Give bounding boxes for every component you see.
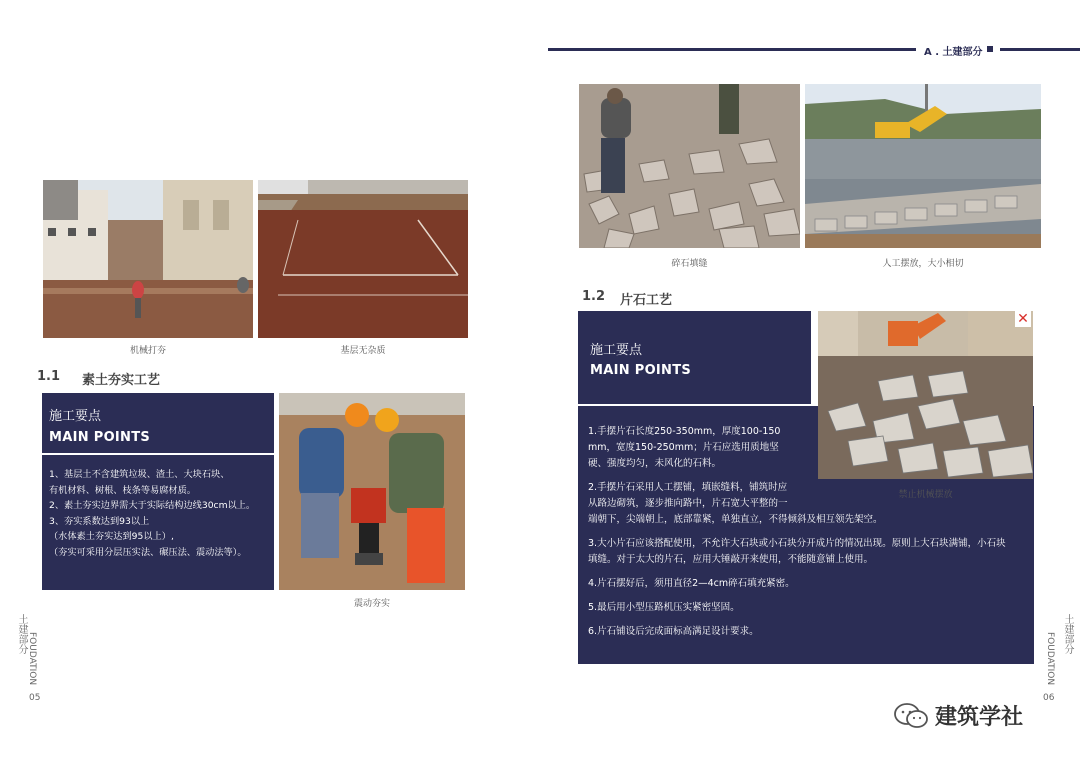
box-divider (42, 453, 274, 455)
list-item: 有机材料、树根、枝条等易腐材质。 (49, 484, 196, 496)
list-item: 3.大小片石应该搭配使用，不允许大石块或小石块分开成片的情况出现。原则上大石块满铺，小石块 (588, 538, 1006, 549)
side-label-cn-left: 土建部分 (16, 614, 27, 654)
list-item: （夯实可采用分层压实法、碾压法、震动法等）。 (49, 546, 247, 558)
page-number-right: 06 (1043, 693, 1055, 703)
photo-manual-placement (805, 84, 1041, 248)
forbidden-x-icon: ✕ (1015, 311, 1031, 327)
caption-no-mechanical-placement: 禁止机械摆放 (898, 490, 953, 500)
caption-vibratory-compaction: 震动夯实 (353, 599, 390, 609)
list-spacer (588, 592, 1006, 600)
header-section-label: A . 土建部分 (924, 47, 983, 58)
caption-manual-placement: 人工摆放，大小相切 (882, 259, 964, 269)
list-item: 2、素土夯实边界需大于实际结构边线30cm以上。 (49, 500, 256, 511)
side-label-en-right: FOUDATION (1045, 632, 1055, 686)
watermark (893, 700, 1023, 731)
list-item: 1.手摆片石长度250-350mm，厚度100-150 (588, 426, 781, 437)
side-label-cn-right: 土建部分 (1062, 614, 1073, 654)
header-square (987, 46, 993, 52)
list-item: 端朝下，尖端朝上，底部靠紧，单独直立，不得倾斜及相互领先架空。 (588, 514, 883, 525)
main-points-list-left (49, 467, 255, 560)
list-spacer (588, 568, 1006, 576)
photo-clean-base (258, 180, 468, 338)
caption-clean-base: 基层无杂质 (340, 346, 386, 356)
list-item: 6.片石铺设后完成面标高满足设计要求。 (588, 626, 759, 637)
section-title-1-1: 素土夯实工艺 (82, 373, 161, 388)
box-title: MAIN POINTS (49, 430, 151, 445)
box-title: MAIN POINTS (590, 363, 692, 378)
main-points-box-left (42, 393, 274, 590)
list-item: 填缝。对于太大的片石，应用大锤敲开来使用，不能随意铺上使用。 (588, 554, 874, 565)
list-item: 5.最后用小型压路机压实紧密坚固。 (588, 602, 740, 613)
header-rule-left (548, 48, 916, 51)
photo-gravel-filling (579, 84, 800, 248)
list-item: mm，宽度150-250mm；片石应选用质地坚 (588, 442, 779, 453)
photo-mechanical-tamping (43, 180, 253, 338)
list-item: 4.片石摆好后，须用直径2—4cm碎石填充紧密。 (588, 578, 795, 589)
box-subtitle: 施工要点 (49, 409, 102, 424)
list-item: 从路边砌筑，逐步推向路中，片石宽大平整的一 (588, 498, 788, 509)
caption-mechanical-tamping: 机械打夯 (129, 346, 166, 356)
section-number-1-2: 1.2 (582, 289, 606, 304)
caption-gravel-filling: 碎石填缝 (671, 259, 708, 269)
section-title-1-2: 片石工艺 (620, 293, 673, 308)
page-number-left: 05 (29, 693, 41, 703)
wechat-icon (893, 702, 929, 730)
list-item: 1、基层土不含建筑垃圾、渣土、大块石块、 (49, 469, 230, 480)
list-item: 硬、强度均匀，未风化的石料。 (588, 458, 722, 469)
photo-no-mechanical-placement (818, 311, 1033, 479)
side-label-en-left: FOUDATION (27, 632, 37, 686)
list-spacer (588, 528, 1006, 536)
box-subtitle: 施工要点 (590, 343, 643, 358)
main-points-box-right-header (578, 311, 811, 404)
photo-vibratory-compaction (279, 393, 465, 590)
header-rule-right (1000, 48, 1080, 51)
section-number-1-1: 1.1 (37, 369, 61, 384)
list-spacer (588, 616, 1006, 624)
list-item: 3、夯实系数达到93以上 (49, 515, 150, 527)
list-item: 2.手摆片石采用人工摆铺，填嵌缝料，铺筑时应 (588, 482, 788, 493)
watermark-text: 建筑学社 (935, 705, 1024, 730)
list-item: （水体素土夯实达到95以上）, (49, 531, 174, 542)
